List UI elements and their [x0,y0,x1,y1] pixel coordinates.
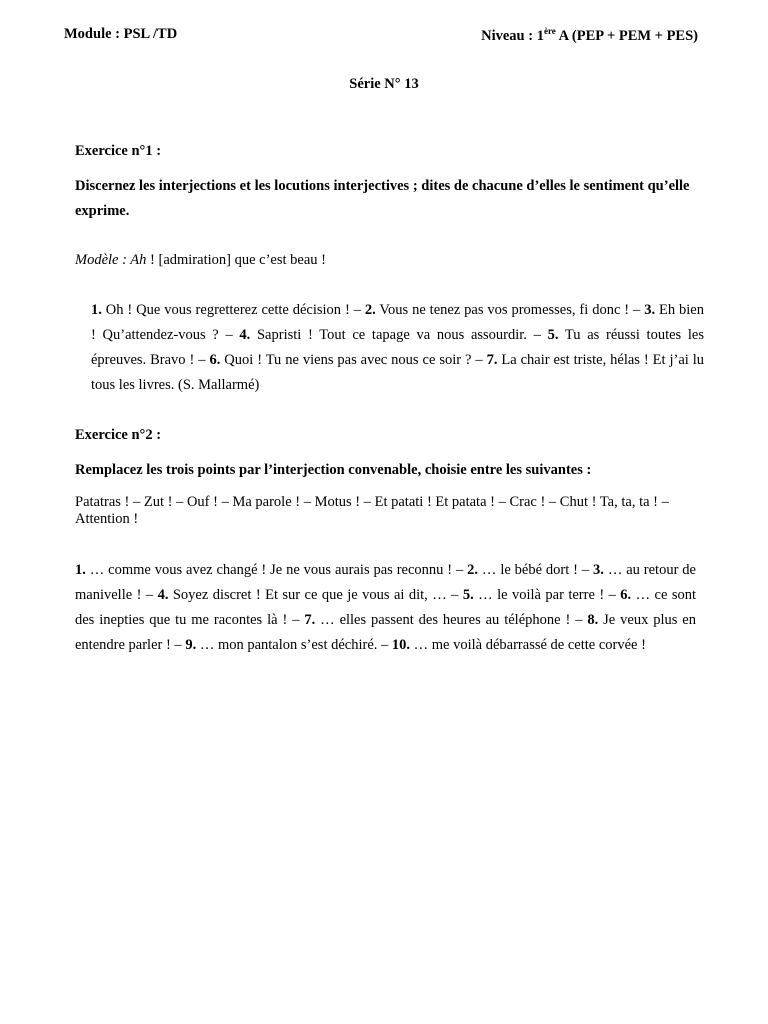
item-number: 1. [75,562,86,578]
niveau-label: Niveau : 1ère A (PEP + PEM + PES) [481,26,698,44]
item-number: 2. [467,562,479,578]
item-number: 6. [620,587,632,603]
serie-title: Série N° 13 [349,76,419,92]
exercise2-instruction: Remplacez les trois points par l’interjection convenable, choisie entre les suivantes : [75,462,592,478]
item-text: Tu as réussi toutes les épreuves. Bravo ! – [91,327,704,368]
item-number: 8. [587,612,599,628]
exercise1-items [91,298,704,398]
item-number: 10. [391,637,411,653]
item-number: 7. [304,612,316,628]
interjection-word-list: Patatras ! – Zut ! – Ouf ! – Ma parole ! – Motus ! – Et patati ! Et patata ! – Crac ! – Chut ! Ta, ta, ta ! – Attention ! [75,494,669,527]
exercise1-model: Modèle : Ah ! [admiration] que c’est beau ! [75,252,326,268]
item-text: La chair est triste, hélas ! Et j’ai lu tous les livres. (S. Mallarmé) [91,352,705,393]
item-number: 7. [486,352,498,368]
item-text: … elles passent des heures au téléphone ! – [315,612,588,628]
item-text: … au retour de manivelle ! – [75,562,696,603]
exercise1-instruction: Discernez les interjections et les locutions interjectives ; dites de chacune d’elles le sentiment qu’elle exprime. [75,178,690,219]
item-text: Quoi ! Tu ne viens pas avec nous ce soir ? – [220,352,487,368]
item-text: … le voilà par terre ! – [473,587,621,603]
item-text: … me voilà débarrassé de cette corvée ! [410,637,646,653]
item-text: … comme vous avez changé ! Je ne vous aurais pas reconnu ! – [85,562,468,578]
item-text: Soyez discret ! Et sur ce que je vous ai dit, … – [168,587,463,603]
item-text: Vous ne tenez pas vos promesses, fi donc ! – [375,302,645,318]
item-text: … le bébé dort ! – [478,562,594,578]
exercise2-title: Exercice n°2 : [75,427,162,443]
item-number: 3. [593,562,604,578]
item-text: … ce sont des inepties que tu me racontes là ! – [75,587,696,628]
exercise2-items [75,558,696,658]
item-number: 9. [185,637,197,653]
item-text: … mon pantalon s’est déchiré. – [196,637,392,653]
module-label: Module : PSL /TD [64,26,178,42]
item-number: 4. [157,587,169,603]
item-number: 3. [644,302,656,318]
item-number: 6. [209,352,221,368]
item-text: Eh bien ! Qu’attendez-vous ? – [91,302,704,343]
item-number: 4. [239,327,251,343]
item-text: Sapristi ! Tout ce tapage va nous assourdir. – [250,327,548,343]
item-number: 1. [91,302,102,318]
item-text: Oh ! Que vous regretterez cette décision ! – [101,302,365,318]
item-number: 5. [462,587,474,603]
item-number: 5. [547,327,559,343]
item-number: 2. [364,302,376,318]
item-text: Je veux plus en entendre parler ! – [75,612,696,653]
exercise1-title: Exercice n°1 : [75,143,162,159]
